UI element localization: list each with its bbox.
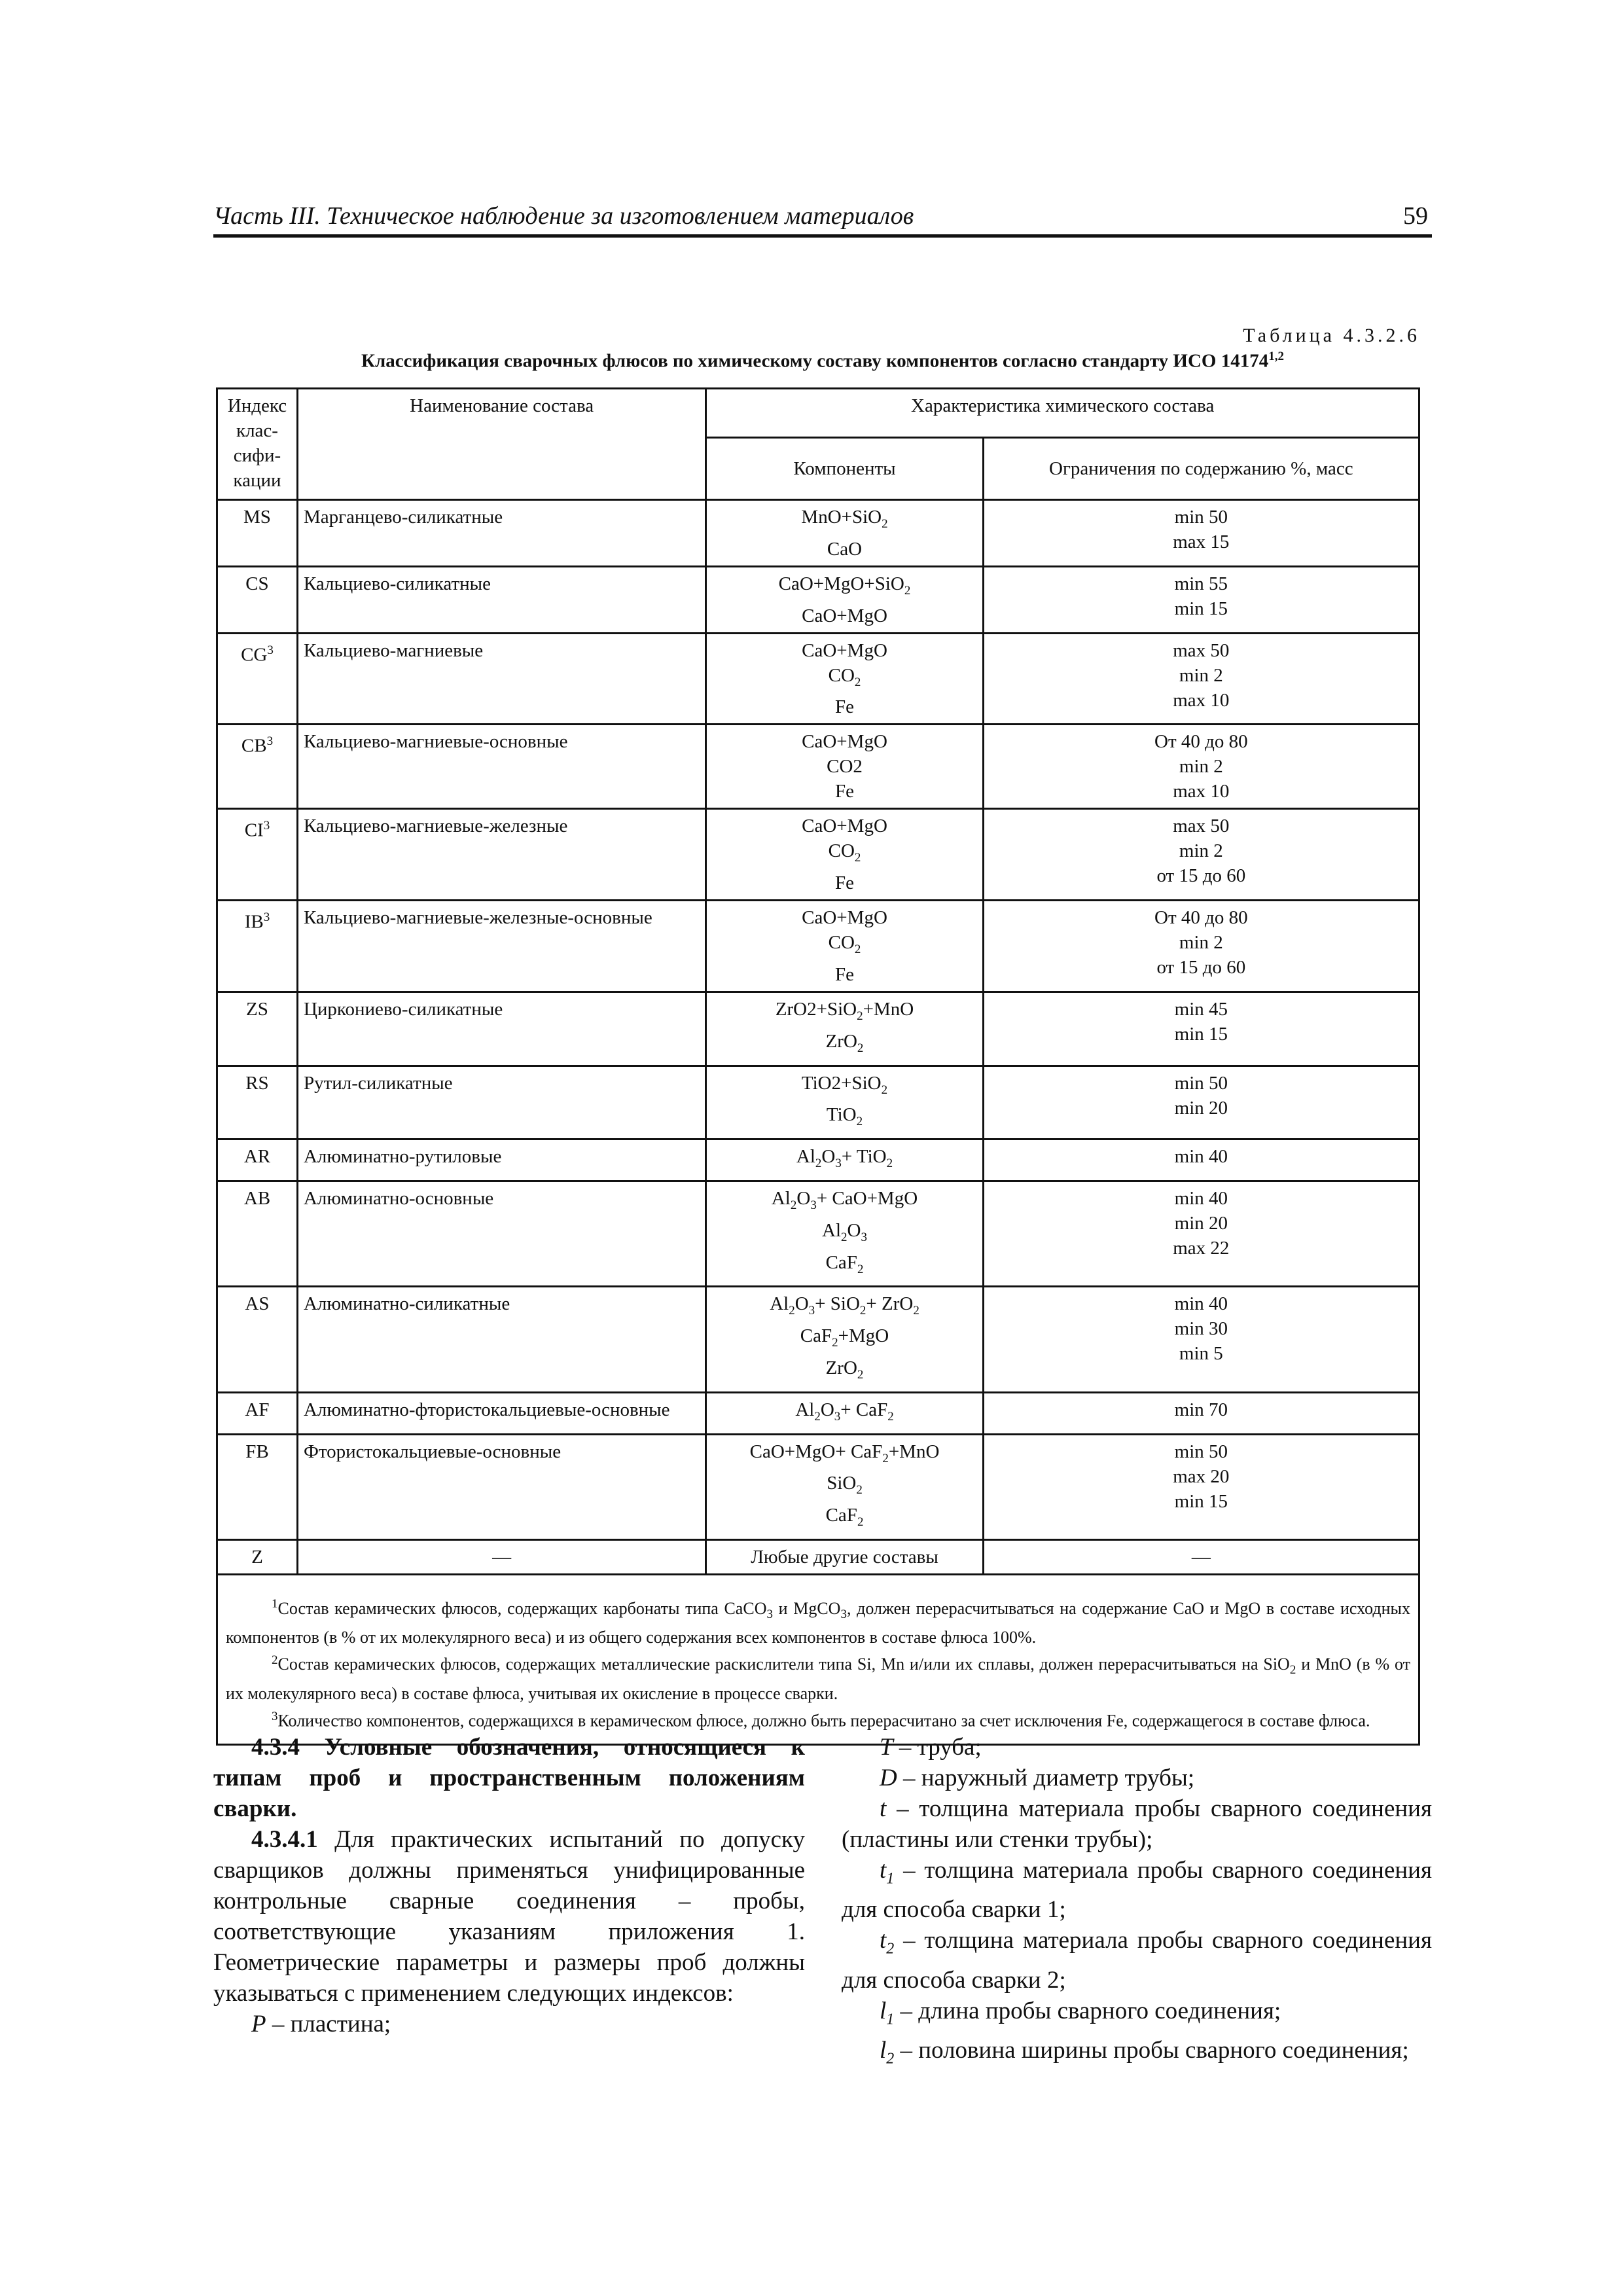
page-number: 59 [1403, 202, 1428, 230]
row-name: Кальциево-магниевые-железные [297, 809, 705, 901]
page-header [213, 198, 1432, 238]
table-header-row [217, 389, 1419, 438]
legend-item: P – пластина; [251, 2011, 391, 2037]
header-components: Компоненты [706, 438, 983, 500]
table-number: Таблица 4.3.2.6 [1243, 325, 1420, 346]
table-row [217, 1392, 1419, 1434]
row-components: $Al_2O_3+ CaF_2$ [706, 1392, 983, 1434]
table-row [217, 1539, 1419, 1574]
header-index: Индекс клас- сифи- кации [217, 389, 298, 500]
row-limits: От 40 до 80 min 2 от 15 до 60 [983, 901, 1419, 992]
table-row [217, 566, 1419, 633]
table-row [217, 500, 1419, 567]
row-index: Z [217, 1539, 298, 1574]
row-name: Рутил-силикатные [297, 1066, 705, 1139]
row-limits: min 70 [983, 1392, 1419, 1434]
row-name: Кальциево-магниевые [297, 633, 705, 725]
table-row [217, 725, 1419, 809]
row-limits: min 40 min 30 min 5 [983, 1287, 1419, 1392]
row-index: RS [217, 1066, 298, 1139]
row-index: CS [217, 566, 298, 633]
row-components: CaO+MgO CO2 Fe [706, 725, 983, 809]
row-components: $Al_2O_3+ TiO_2$ [706, 1139, 983, 1181]
row-components: $Al_2O_3+ CaO+MgO$ $Al_2O_3$ CaF$_2$ [706, 1181, 983, 1286]
legend-item: $t_1$ – толщина материала пробы сварного соединения для способа сварки 1; [842, 1857, 1432, 1924]
row-name: Кальциево-магниевые-железные-основные [297, 901, 705, 992]
row-components: CaO+MgO $CO_2$ Fe [706, 633, 983, 725]
row-index: AS [217, 1287, 298, 1392]
row-name: Алюминатно-фтористокальциевые-основные [297, 1392, 705, 1434]
row-limits: От 40 до 80 min 2 max 10 [983, 725, 1419, 809]
table-row [217, 1434, 1419, 1539]
legend-item: $l_2$ – половина ширины пробы сварного соединения; [880, 2037, 1409, 2068]
row-index: FB [217, 1434, 298, 1539]
row-limits: max 50 min 2 от 15 до 60 [983, 809, 1419, 901]
row-name: Марганцево-силикатные [297, 500, 705, 567]
header-characteristic: Характеристика химического состава [706, 389, 1419, 438]
table-row [217, 809, 1419, 901]
row-components: CaO+MgO $CO_2$ Fe [706, 901, 983, 992]
row-limits: min 50 max 20 min 15 [983, 1434, 1419, 1539]
footnote: $^3$Количество компонентов, содержащихся в керамическом флюсе, должно быть перерасчитано за счет исключения Fe, содержащегося в составе флюса. [272, 1709, 1370, 1731]
legend-item: $t_2$ – толщина материала пробы сварного соединения для способа сварки 2; [842, 1927, 1432, 1994]
row-components: CaO+MgO+ CaF$_2$+MnO SiO$_2$ CaF$_2$ [706, 1434, 983, 1539]
table-row [217, 1287, 1419, 1392]
row-limits: min 40 min 20 max 22 [983, 1181, 1419, 1286]
row-index: $CB^3$ [217, 725, 298, 809]
row-name: Алюминатно-рутиловые [297, 1139, 705, 1181]
row-index: $IB^3$ [217, 901, 298, 992]
row-name: Кальциево-магниевые-основные [297, 725, 705, 809]
footnote: $^2$Состав керамических флюсов, содержащих металлические раскислители типа Si, Mn и/или их сплавы, должен перерасчитываться на SiO$_2$ и MnO (в % от их молекулярного веса) в составе флюса, учитывая их окисление в процессе сварки. [226, 1653, 1411, 1703]
row-components: CaO+MgO $CO_2$ Fe [706, 809, 983, 901]
table-row [217, 1139, 1419, 1181]
row-components: MnO+SiO$_2$ CaO [706, 500, 983, 567]
paragraph-4-3-4-1: 4.3.4.1 Для практических испытаний по допуску сварщиков должны применяться унифицированные контрольные сварные соединения – пробы, соответствующие указаниям приложения 1. Геометрические параметры и размеры проб должны указываться с применением следующих индексов: [213, 1826, 806, 2007]
row-index: $CG^3$ [217, 633, 298, 725]
row-name: — [297, 1539, 705, 1574]
row-components: CaO+MgO+SiO$_2$ CaO+MgO [706, 566, 983, 633]
row-components: ZrO2+SiO$_2$+MnO ZrO$_2$ [706, 992, 983, 1066]
row-components: TiO2+SiO$_2$ TiO$_2$ [706, 1066, 983, 1139]
row-name: Кальциево-силикатные [297, 566, 705, 633]
table-row [217, 1066, 1419, 1139]
row-index: AB [217, 1181, 298, 1286]
row-name: Алюминатно-основные [297, 1181, 705, 1286]
table-row [217, 901, 1419, 992]
legend-item: $l_1$ – длина пробы сварного соединения; [880, 1997, 1281, 2028]
footnote: $^1$Состав керамических флюсов, содержащих карбонаты типа CaCO$_3$ и MgCO$_3$, должен перерасчитываться на содержание CaO и MgO в составе исходных компонентов (в % от их молекулярного веса) и из общего содержания всех компонентов в составе флюса 100%. [226, 1596, 1410, 1647]
flux-classification-table [216, 387, 1420, 1746]
row-limits: min 55 min 15 [983, 566, 1419, 633]
row-name: Алюминатно-силикатные [297, 1287, 705, 1392]
row-components: Любые другие составы [706, 1539, 983, 1574]
legend-item: T – труба; [880, 1734, 982, 1761]
row-index: MS [217, 500, 298, 567]
table-caption: Классификация сварочных флюсов по химическому составу компонентов согласно стандарту ИСО 14174$^{1,2}$ [361, 350, 1284, 372]
table-row [217, 992, 1419, 1066]
row-limits: — [983, 1539, 1419, 1574]
header-limits: Ограничения по содержанию %, масс [983, 438, 1419, 500]
row-index: AR [217, 1139, 298, 1181]
header-title: Часть III. Техническое наблюдение за изготовлением материалов [213, 202, 914, 230]
table-footnotes [217, 1574, 1419, 1744]
footnotes-row [217, 1574, 1419, 1744]
table-row [217, 1181, 1419, 1286]
row-components: $Al_2O_3+ SiO_2+ ZrO_2$ CaF$_2$+MgO ZrO$_2$ [706, 1287, 983, 1392]
row-index: ZS [217, 992, 298, 1066]
row-limits: min 50 min 20 [983, 1066, 1419, 1139]
row-limits: min 40 [983, 1139, 1419, 1181]
row-index: AF [217, 1392, 298, 1434]
row-limits: min 45 min 15 [983, 992, 1419, 1066]
legend-item: D – наружный диаметр трубы; [880, 1765, 1195, 1791]
row-limits: min 50 max 15 [983, 500, 1419, 567]
table-row [217, 633, 1419, 725]
section-heading: 4.3.4 Условные обозначения, относящиеся к типам проб и пространственным положениям сварки. [213, 1734, 805, 1822]
row-limits: max 50 min 2 max 10 [983, 633, 1419, 725]
row-index: $CI^3$ [217, 809, 298, 901]
right-column [842, 1732, 1432, 2075]
left-column [213, 1732, 805, 2039]
row-name: Фтористокальциевые-основные [297, 1434, 705, 1539]
row-name: Циркониево-силикатные [297, 992, 705, 1066]
header-name: Наименование состава [297, 389, 705, 500]
legend-item: t – толщина материала пробы сварного соединения (пластины или стенки трубы); [842, 1795, 1432, 1853]
